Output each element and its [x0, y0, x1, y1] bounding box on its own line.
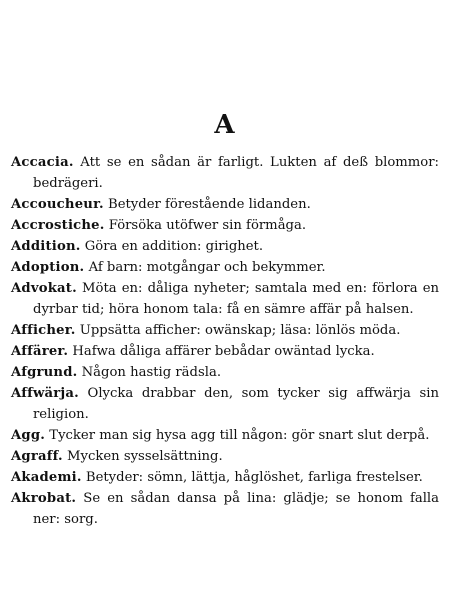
- entry: [11, 488, 439, 530]
- section-letter: A: [214, 110, 236, 140]
- entry: [11, 257, 439, 278]
- entry-definition: Olycka drabbar den, som tycker sig affwärja sin religion.: [33, 386, 439, 422]
- entry-definition: Att se en sådan är farligt. Lukten af deß blommor: bedrägeri.: [33, 155, 439, 191]
- entry: [11, 278, 439, 320]
- entry-headword: Affärer.: [11, 344, 69, 359]
- entry: [11, 362, 439, 383]
- entry-headword: Affwärja.: [11, 386, 79, 401]
- entry: [11, 383, 439, 425]
- entry-headword: Agg.: [11, 428, 46, 443]
- entry-headword: Agraff.: [11, 449, 63, 464]
- entry-definition: Hafwa dåliga affärer bebådar owäntad lycka.: [72, 344, 375, 359]
- entry-definition: Betyder: sömn, lättja, håglöshet, farliga frestelser.: [85, 470, 423, 485]
- entry-definition: Uppsätta afficher: owänskap; läsa: lönlös möda.: [79, 323, 401, 338]
- entry: [11, 152, 439, 194]
- entry-headword: Adoption.: [11, 260, 85, 275]
- entry: [11, 215, 439, 236]
- entry: [11, 425, 439, 446]
- entry-headword: Afgrund.: [11, 365, 78, 380]
- entry-headword: Accoucheur.: [11, 197, 104, 212]
- entry-definition: Betyder förestående lidanden.: [108, 197, 311, 212]
- entry-definition: Någon hastig rädsla.: [81, 365, 222, 380]
- entry-definition: Tycker man sig hysa agg till någon: gör snart slut derpå.: [49, 428, 430, 443]
- entry-headword: Addition.: [11, 239, 81, 254]
- entry: [11, 341, 439, 362]
- entry: [11, 236, 439, 257]
- entry-headword: Akrobat.: [11, 491, 77, 506]
- entry-definition: Mycken sysselsättning.: [67, 449, 223, 464]
- entry-headword: Afficher.: [11, 323, 76, 338]
- entry: [11, 194, 439, 215]
- entry-headword: Accrostiche.: [11, 218, 105, 233]
- entry-headword: Accacia.: [11, 155, 74, 170]
- entry-headword: Advokat.: [11, 281, 77, 296]
- entry-definition: Se en sådan dansa på lina: glädje; se honom falla ner: sorg.: [33, 491, 439, 527]
- entry: [11, 467, 439, 488]
- entry: [11, 446, 439, 467]
- entry-definition: Möta en: dåliga nyheter; samtala med en: förlora en dyrbar tid; höra honom tala: få en sämre affär på halsen.: [33, 281, 439, 317]
- entry-list: [11, 152, 439, 530]
- entry: [11, 320, 439, 341]
- entry-definition: Af barn: motgångar och bekymmer.: [88, 260, 326, 275]
- entry-definition: Göra en addition: girighet.: [84, 239, 264, 254]
- entry-definition: Försöka utöfwer sin förmåga.: [108, 218, 307, 233]
- entry-headword: Akademi.: [11, 470, 82, 485]
